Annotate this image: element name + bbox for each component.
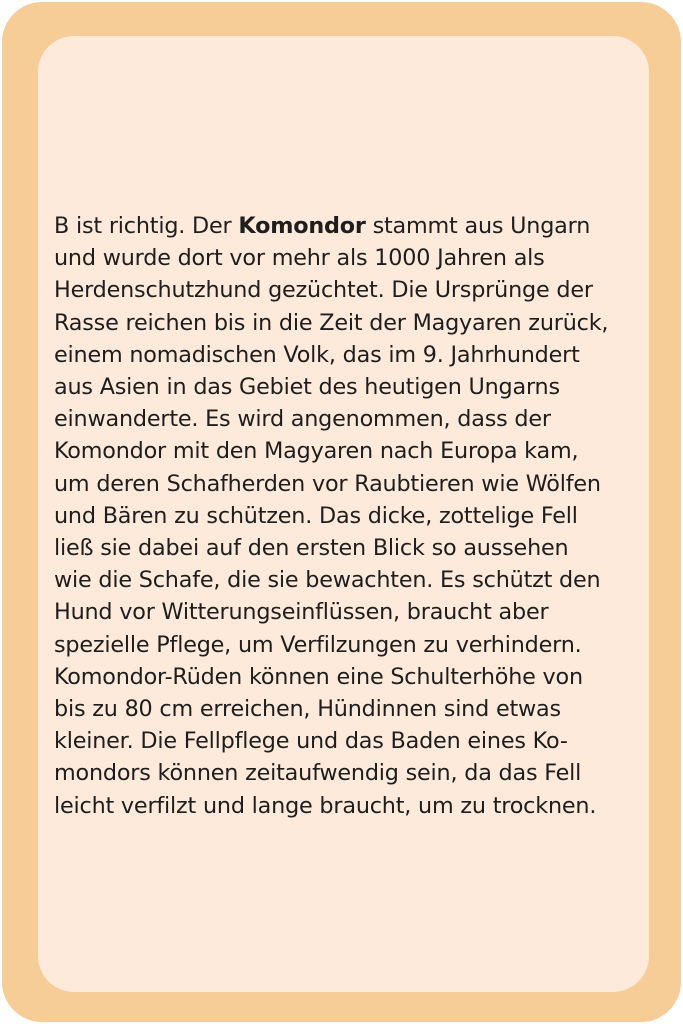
text-line: Rasse reichen bis in die Zeit der Magyaren zurück, <box>54 309 609 336</box>
text-line: kleiner. Die Fellpflege und das Baden eines Ko- <box>54 728 568 755</box>
text-line: leicht verfilzt und lange braucht, um zu trocknen. <box>54 792 597 819</box>
highlighted-term: Komondor <box>238 213 366 239</box>
text-line: Komondor-Rüden können eine Schulterhöhe von <box>54 663 583 690</box>
text-line: Komondor mit den Magyaren nach Europa kam, <box>54 438 579 465</box>
text-segment: stammt aus Ungarn <box>365 213 591 239</box>
text-line: bis zu 80 cm erreichen, Hündinnen sind etwas <box>54 696 561 723</box>
text-line: einem nomadischen Volk, das im 9. Jahrhundert <box>54 341 580 368</box>
text-line: einwanderte. Es wird angenommen, dass der <box>54 406 551 433</box>
text-line: wie die Schafe, die sie bewachten. Es schützt den <box>54 567 601 594</box>
text-line: und wurde dort vor mehr als 1000 Jahren als <box>54 245 545 272</box>
text-segment: B ist richtig. Der <box>54 213 239 239</box>
card-answer-text <box>54 210 634 822</box>
text-line: aus Asien in das Gebiet des heutigen Ungarns <box>54 374 560 401</box>
text-line: und Bären zu schützen. Das dicke, zottelige Fell <box>54 502 578 529</box>
text-line: um deren Schafherden vor Raubtieren wie Wölfen <box>54 470 601 497</box>
text-line: spezielle Pflege, um Verfilzungen zu verhindern. <box>54 631 582 658</box>
text-line <box>54 210 634 242</box>
text-line: mondors können zeitaufwendig sein, da das Fell <box>54 760 582 787</box>
text-line: ließ sie dabei auf den ersten Blick so aussehen <box>54 535 569 562</box>
text-line: Hund vor Witterungseinflüssen, braucht aber <box>54 599 549 626</box>
text-line: Herdenschutzhund gezüchtet. Die Ursprünge der <box>54 277 593 304</box>
